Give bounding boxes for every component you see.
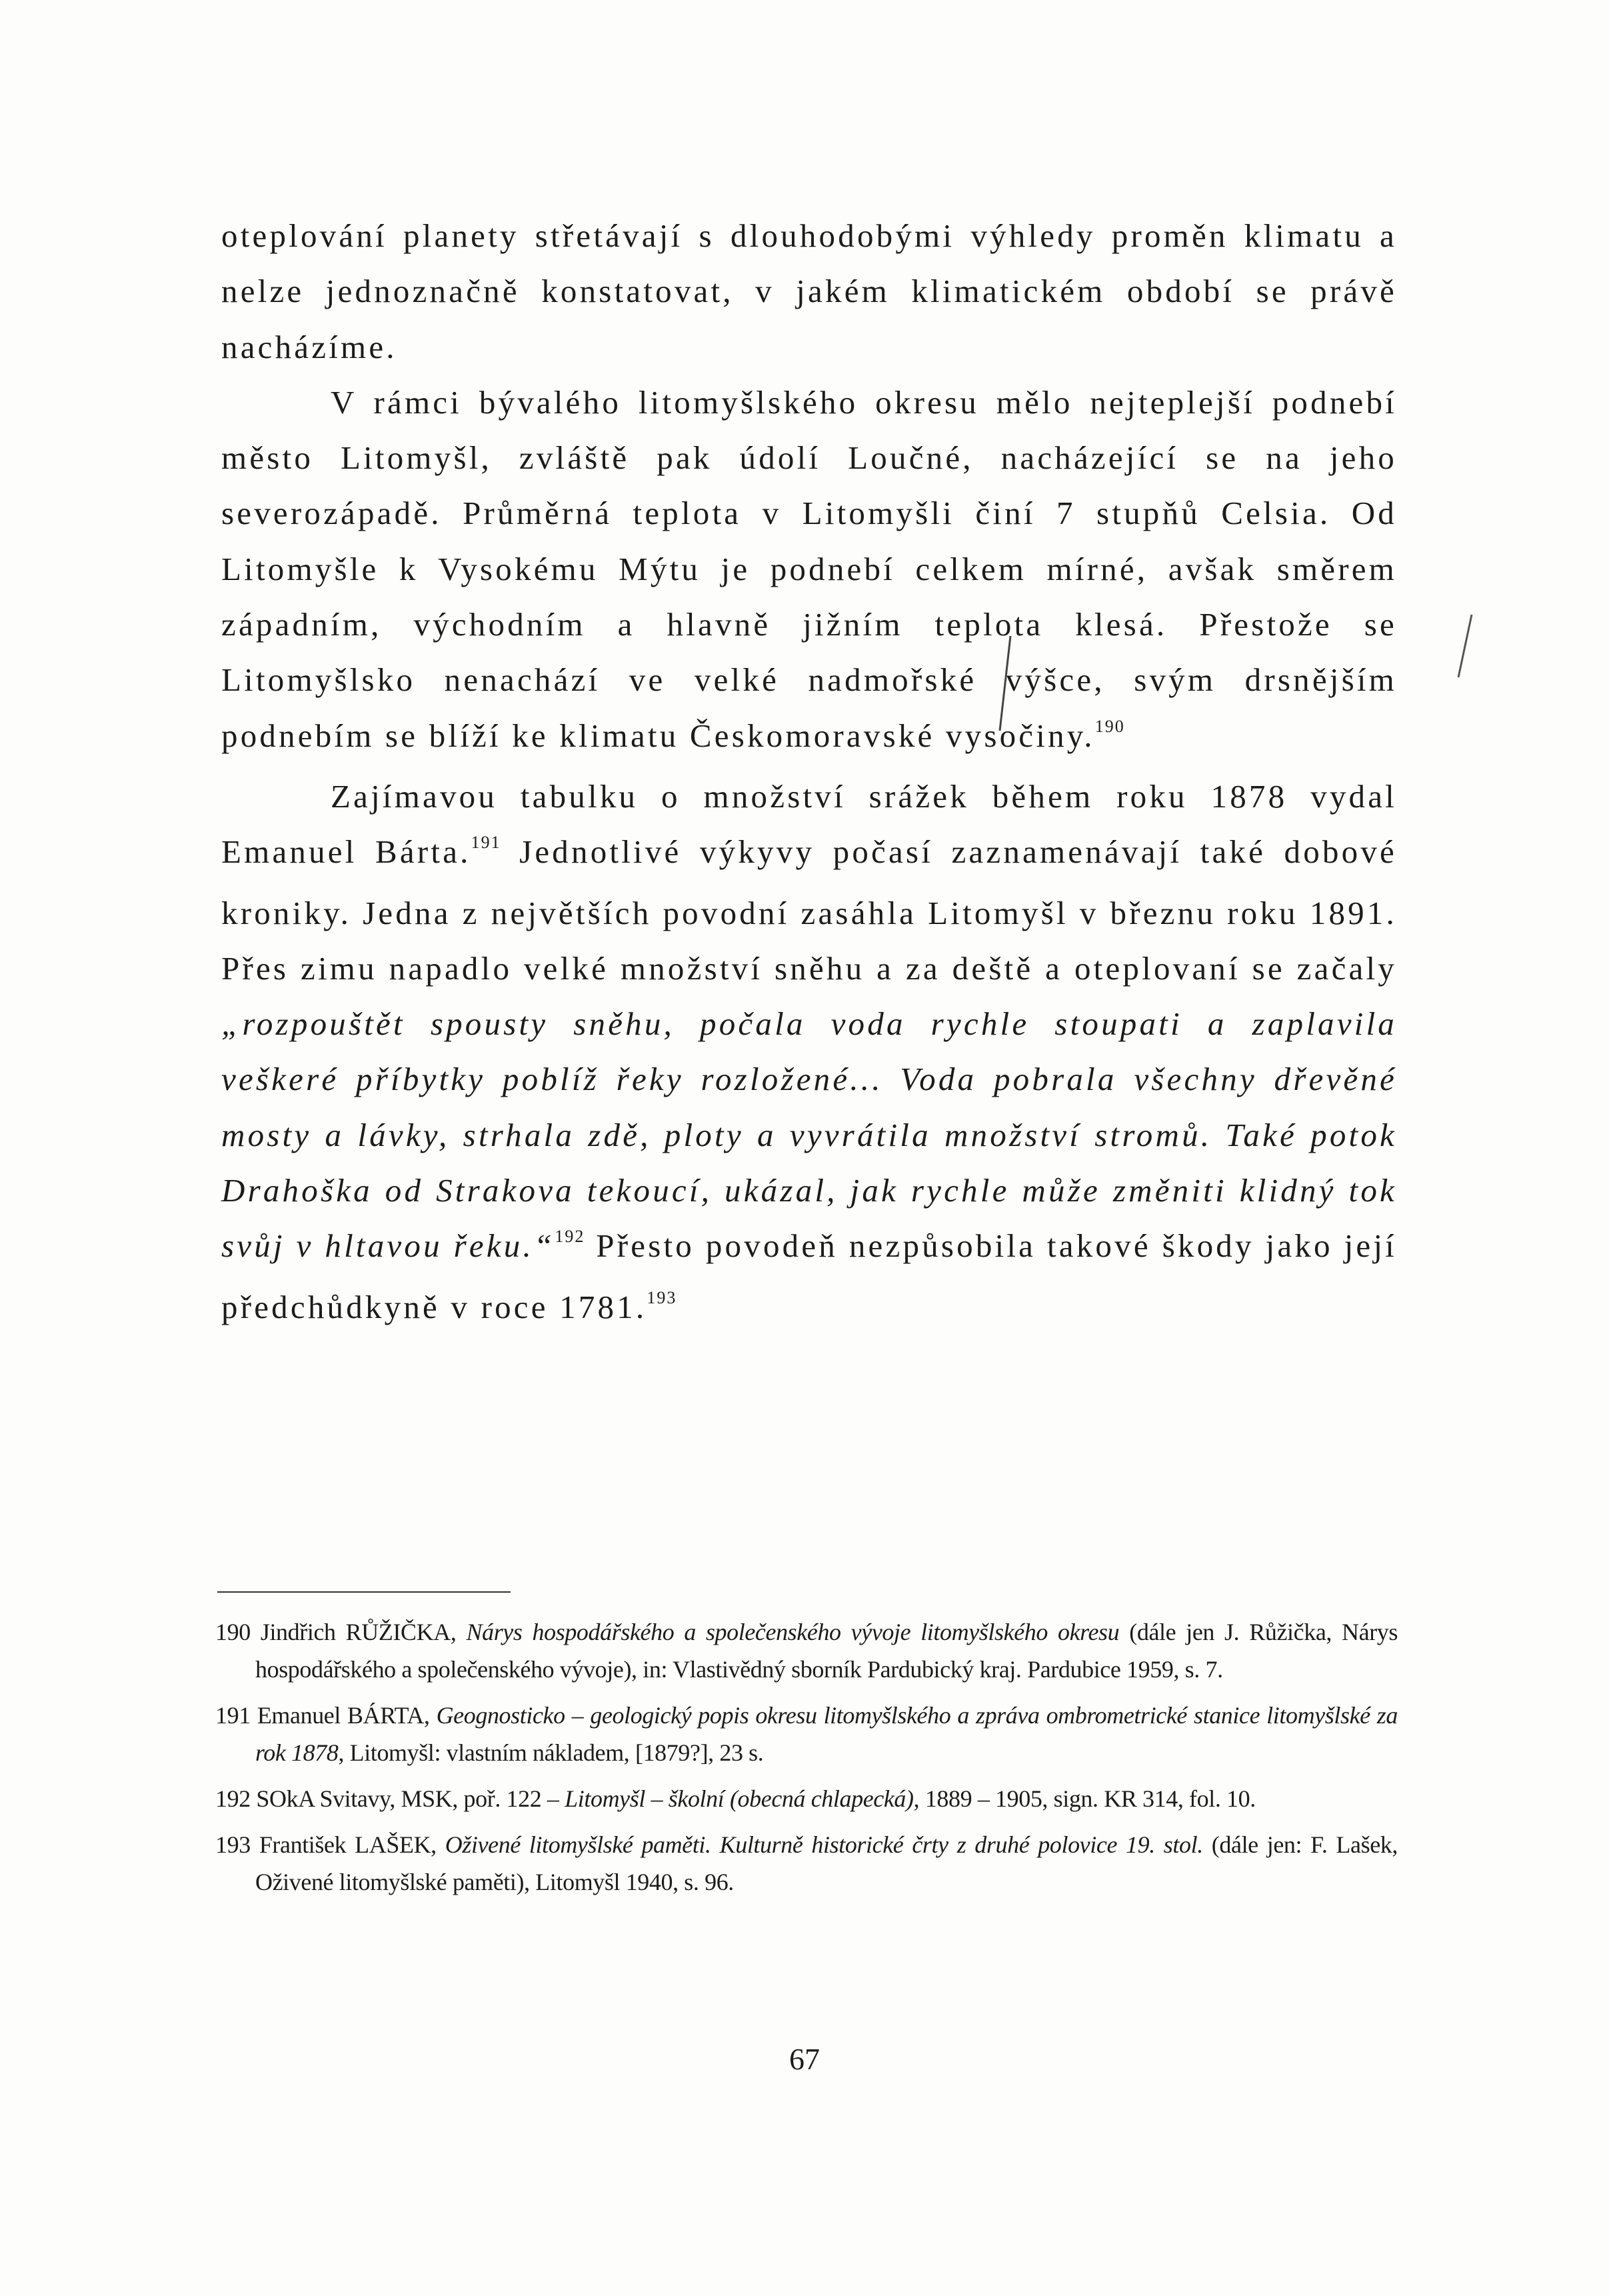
footnote-190 (215, 1613, 1398, 1688)
footnote-author: Jindřich RŮŽIČKA, (260, 1619, 457, 1645)
footnote-number: 192 (215, 1785, 251, 1812)
footnote-author: František LAŠEK, (259, 1831, 437, 1858)
footnote-number: 191 (215, 1702, 251, 1729)
footnote-191 (215, 1697, 1398, 1771)
footnote-rest: (dále jen: F. Lašek, Oživené litomyšlské paměti), Litomyšl 1940, s. 96. (255, 1831, 1398, 1895)
footnotes (215, 1613, 1398, 1909)
footnote-193 (215, 1826, 1398, 1901)
page-number: 67 (789, 2042, 820, 2076)
footnote-separator (217, 1591, 511, 1593)
footnote-title: Oživené litomyšlské paměti. Kulturně historické črty z druhé polovice 19. stol. (445, 1831, 1203, 1858)
pencil-stroke-in-text (992, 633, 1018, 733)
footnote-author: Emanuel BÁRTA, (257, 1702, 430, 1729)
pencil-mark-right-margin (1453, 612, 1476, 680)
footnote-title: Geognosticko – geologický popis okresu litomyšlského a zpráva ombrometrické stanice litomyšlské za rok 1878 (255, 1702, 1398, 1766)
paragraph-1-text: oteplování planety střetávají s dlouhodobými výhledy proměn klimatu a nelze jednoznačně konstatovat, v jakém klimatickém období se právě nacházíme. (221, 217, 1397, 365)
paragraph-2-text: V rámci bývalého litomyšlského okresu mělo nejteplejší podnebí město Litomyšl, zvláště pak údolí Loučné, nacházející se na jeho severozápadě. Průměrná teplota v Litomyšli činí 7 stupňů Celsia. Od Litomyšle k Vysokému Mýtu je podnebí celkem mírné, avšak směrem západním, východním a hlavně jižním teplota klesá. Přestože se Litomyšlsko nenachází ve velké nadmořské výšce, svým drsnějším podnebím se blíží ke klimatu Českomoravské vysočiny. (221, 383, 1397, 754)
footnote-ref-192[interactable]: 192 (555, 1227, 585, 1247)
paragraph-3-text-a: Zajímavou tabulku o množství srážek během roku 1878 vydal Emanuel Bárta. (221, 777, 1397, 871)
footnote-title: Nárys hospodářského a společenského vývoje litomyšlského okresu (466, 1619, 1120, 1645)
paragraph-3-text-c: Přesto povodeň nezpůsobila takové škody jako její předchůdkyně v roce 1781. (221, 1227, 1397, 1325)
chronicle-quote: „rozpouštět spousty sněhu, počala voda rychle stoupati a zaplavila veškeré příbytky poblíž řeky rozložené... Voda pobrala všechny dřevěné mosty a lávky, strhala zdě, ploty a vyvrátila množství stromů. Také potok Drahoška od Strakova tekoucí, ukázal, jak rychle může změniti klidný tok svůj v hltavou řeku.“ (221, 1005, 1397, 1265)
footnote-ref-191[interactable]: 191 (471, 833, 501, 853)
footnote-192 (215, 1780, 1398, 1817)
footnote-title: Litomyšl – školní (obecná chlapecká) (565, 1785, 914, 1812)
footnote-rest: , 1889 – 1905, sign. KR 314, fol. 10. (913, 1785, 1256, 1812)
paragraph-2 (221, 375, 1397, 769)
main-text (221, 208, 1397, 1340)
footnote-rest: (dále jen J. Růžička, Nárys hospodářského a společenského vývoje), in: Vlastivědný sborník Pardubický kraj. Pardubice 1959, s. 7. (255, 1619, 1398, 1683)
paragraph-3-text-b: Jednotlivé výkyvy počasí zaznamenávají také dobové kroniky. Jedna z největších povodní zasáhla Litomyšl v březnu roku 1891. Přes zimu napadlo velké množství sněhu a za deště a oteplovaní se začaly (221, 833, 1397, 987)
paragraph-1 (221, 208, 1397, 375)
footnote-number: 193 (215, 1831, 251, 1858)
footnote-author: SOkA Svitavy, MSK, poř. 122 – (256, 1785, 559, 1812)
footnote-rest: , Litomyšl: vlastním nákladem, [1879?], 23 s. (338, 1739, 764, 1766)
footnote-ref-190[interactable]: 190 (1094, 716, 1125, 736)
footnote-number: 190 (215, 1619, 251, 1645)
footnote-ref-193[interactable]: 193 (647, 1287, 677, 1307)
paragraph-3 (221, 769, 1397, 1340)
